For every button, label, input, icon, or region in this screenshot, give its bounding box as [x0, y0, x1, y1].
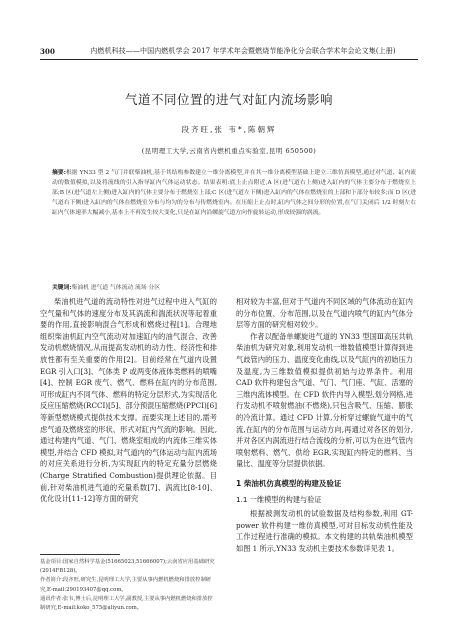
page-number: 300 [40, 46, 55, 56]
footnotes [40, 558, 217, 613]
section-heading: 1 柴油机仿真模型的构建及验证 [236, 478, 342, 488]
running-head: 内燃机科技——中国内燃机学会 2017 年学术年会暨燃烧节能净化分会联合学术年会论文集(上册) [90, 47, 396, 55]
paper-affiliation: (昆明理工大学,云南省内燃机重点实验室,昆明 650500) [141, 147, 317, 155]
body-paragraph: 作者以配备单螺旋进气道的 YN33 型国Ⅲ高压共轨柴油机为研究对象,利用发动机一维数值模型计算得到进气歧管内的压力、温度变化曲线,以及气缸内的初始压力及温度,为三维数值模拟提供初始与边界条件。利用 CAD 软件构建包含气道、气门、气门座、气缸、活塞的三维内流体模型。在 CFD 软件内导入模型,划分网格,进行发动机不喷射燃油(不燃烧),只包含吸气、压缩、膨胀的冷流计算。通过 CFD 计算,分析穿过螺旋气道中的气流,在缸内的分布范围与运动方向,再通过对各区的划分,并对各区内涡流进行结合流线的分析,可以为在进气管内喷射燃料、燃气、供给 EGR,实现缸内特定的燃料、当量比、温度等分层提供依据。 [236, 331, 413, 469]
keywords-text: 柴油机 进气道 气体流动 流场 分区 [71, 285, 161, 291]
body-column-left [40, 296, 217, 505]
abstract [52, 168, 416, 218]
body-paragraph: 柴油机进气道的流动特性对进气过程中进入气缸的空气量和气体的速度分布及其涡流和湍流状况等起着重要的作用,直接影响混合气形成和燃烧过程[1]。合理地组织柴油机缸内空气流动对加速缸内的油气混合、改善发动机燃烧情况,从而提高发动机的动力性、经济性和排放性都有至关重要的作用[2]。目前经常在气道内设置 EGR 引入口[3]、气体类 P 或两变体液体类燃料的喷嘴[4]、控制 EGR 废气、燃气、燃料在缸内的分布范围,可形成缸内不同气体、燃料的特定分层形式,为实现活化反应压缩燃烧(RCCI)[5]、部分预混压缩燃烧(PPCI)[6]等新型燃烧模式提供技术支撑。而要实现上述目的,需考虑气道及燃烧室的形状、形式对缸内气流的影响。因此,通过构建内气道、气门、燃烧室组成的内流体三维实体模型,并结合 CFD 模拟,对气道内的气体运动与缸内流场的对应关系进行分析,为实现缸内的特定充量分层燃烧(Charge Stratified Combustion)提供理论依据。目前,针对柴油机进气道的充量系数[7]、涡流比[8-10]、优化设计[11-12]等方面的研究 [40, 297, 217, 504]
body-paragraph: 相对较为丰富,但对于气道内不同区域的气体流动在缸内的分布位置、分布范围,以及在气道内喷气的缸内气体分层等方面的研究相对较少。 [236, 297, 413, 330]
footnote-corresponding: 通讯作者:张韦,博士后,昆明理工大学,副教授,主要从事内燃机燃烧和排放控制研究,E-mail:koko_575@aliyun.com。 [40, 595, 213, 612]
keywords-label: 关键词: [52, 285, 72, 291]
body-paragraph: 根据被测发动机的试验数据及结构参数,利用 GT-power 软件构建一维仿真模型,可对目标发动机性能及工作过程进行准确的模拟。本文构建的共轨柴油机模型如图 1 所示,YN33 发动机主要技术参数详见表 1。 [236, 509, 413, 553]
footnote-author: 作者简介:段齐旺,研究生,昆明理工大学,主要从事内燃机燃烧和排放控制研究,E-mail:290193407@qq.com。 [40, 577, 212, 593]
paper-title: 气道不同位置的进气对缸内流场影响 [124, 92, 333, 107]
subsection-heading: 1.1 一维模型的构建与验证 [236, 494, 322, 504]
abstract-text: 根据 YN33 型 2 气门并联柴油机,基于其结构参数建立一维分离模型,并在其一维分离模型基础上建立三维仿真模型,通过对气道、缸内流动的数值模拟,以及将流线的引入指导缸内气体运动状态。结果表明:底上止点附近,A 区(进气道右上侧)进入缸内的气体主要分布于燃烧室上部;B 区(进气道左上侧)进入缸内的气体主要分布于燃烧室上部;C 区(进气道左下侧)进入缸内的气体在燃烧室的上部和下部分布较多;而 D 区(进气道右下侧)进入缸内的气体在燃烧室分布与均匀的分布与传燃烧室内。在压缩上止点时,缸内气体之间分形的位置,在气门关闭后 1/2 时刻左右缸内气体速率大幅减小,基本上不再发生较大变化,只是在缸内沿螺旋气道方向作旋转运动,形成较强的涡流。 [52, 170, 416, 216]
abstract-label: 摘要: [52, 170, 66, 176]
body-column-right [236, 296, 413, 554]
footnote-funding: 基金项目:国家自然科学基金(51665023,51666007);云南省应用基础研究(2014FB128)。 [40, 559, 215, 575]
footnote-divider [40, 554, 120, 555]
page-header [40, 45, 418, 60]
keywords [52, 282, 416, 291]
paper-authors: 段齐旺,张 韦*,陈朝辉 [181, 125, 277, 134]
